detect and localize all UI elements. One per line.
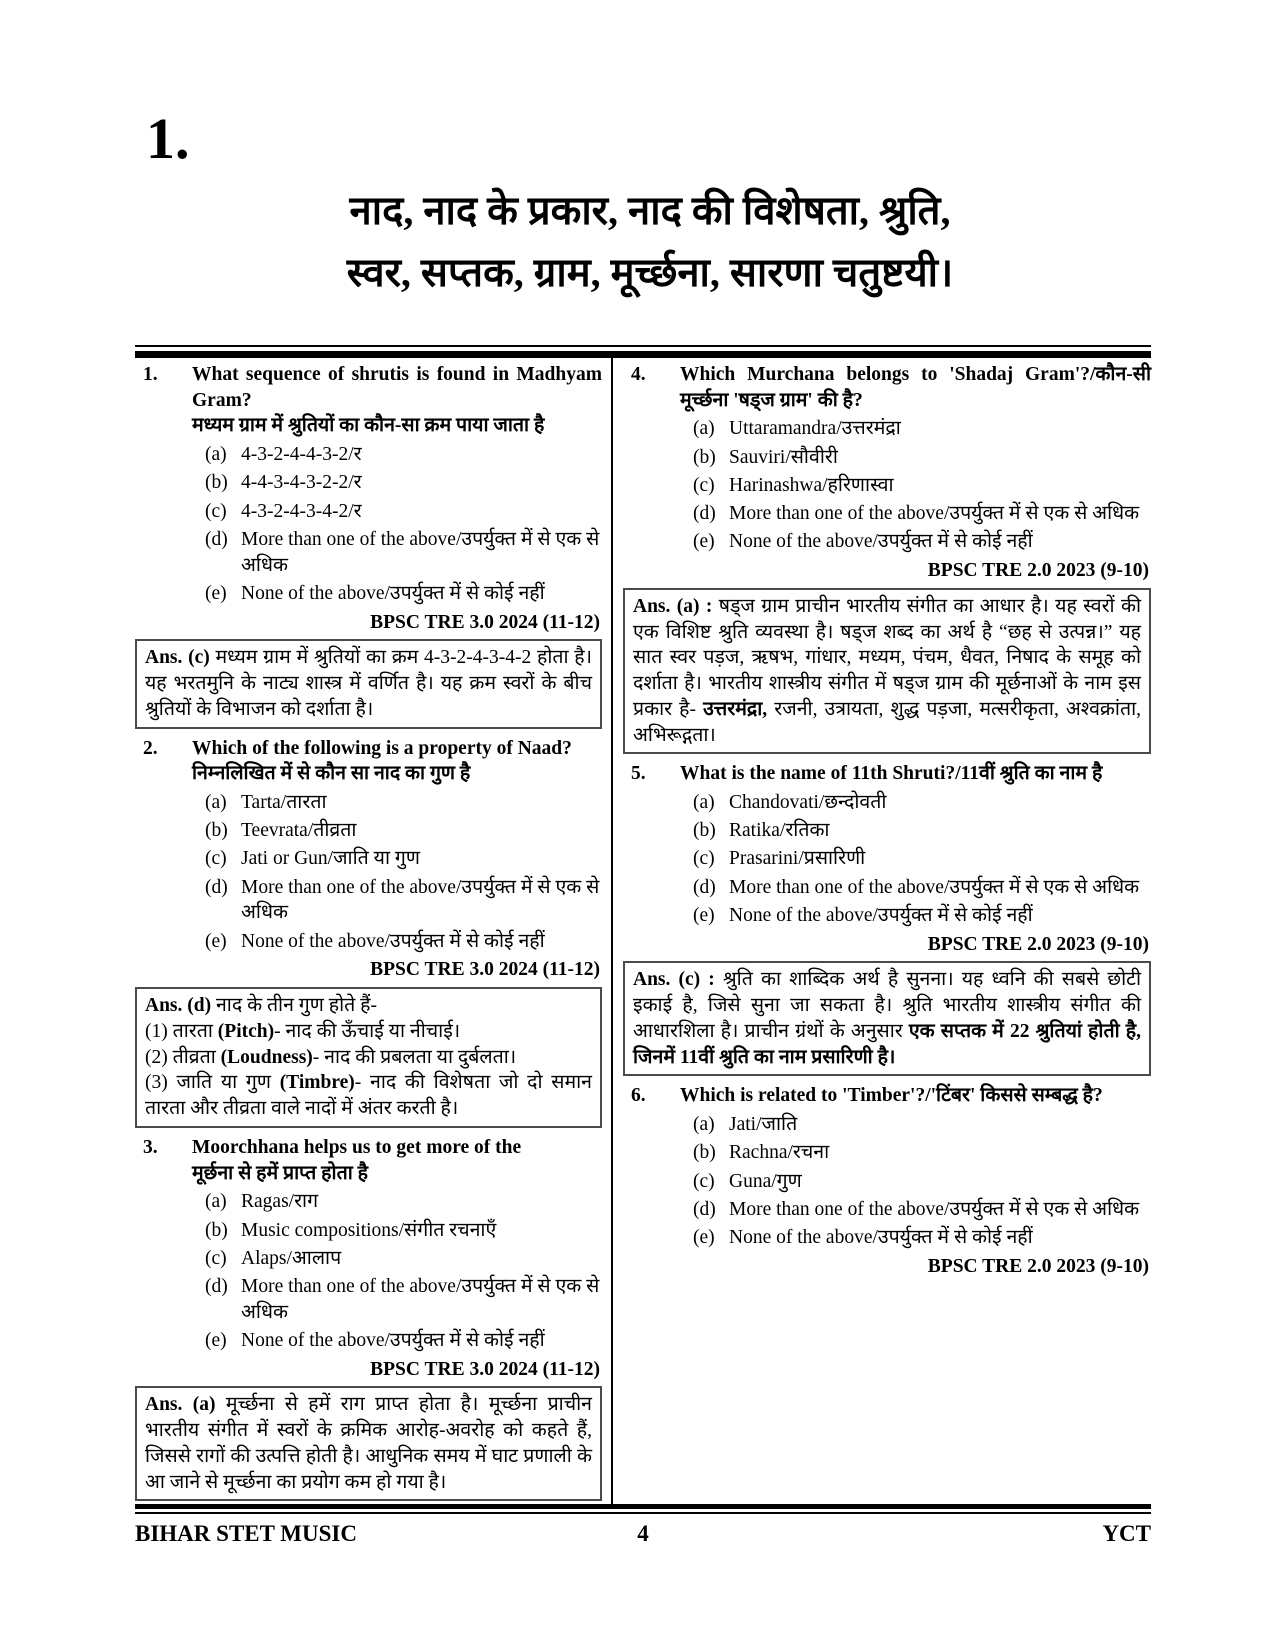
right-column <box>613 358 1151 1508</box>
options-list <box>135 1189 602 1353</box>
option-label: (e) <box>205 930 227 952</box>
question-number: 3. <box>143 1136 158 1158</box>
question-block <box>135 362 602 635</box>
exam-source-tag: BPSC TRE 2.0 2023 (9-10) <box>927 1255 1149 1277</box>
content-area <box>135 345 1151 1508</box>
exam-source-tag: BPSC TRE 3.0 2024 (11-12) <box>370 611 600 633</box>
option-row <box>693 818 1151 844</box>
option-text: More than one of the above/उपर्युक्त में से एक से अधिक <box>729 503 1140 525</box>
option-row <box>205 875 602 926</box>
option-row <box>693 846 1151 872</box>
option-row <box>205 846 602 872</box>
option-text: Harinashwa/हरिणास्वा <box>729 474 894 496</box>
option-text: None of the above/उपर्युक्त में से कोई नहीं <box>729 1227 1033 1249</box>
option-row <box>205 1328 602 1354</box>
option-label: (b) <box>205 1219 228 1241</box>
double-rule-bottom <box>135 1504 1151 1514</box>
exam-source-tag: BPSC TRE 3.0 2024 (11-12) <box>370 1358 600 1380</box>
question-heading <box>135 1135 602 1186</box>
answer-segment: - नाद की प्रबलता या दुर्बलता। <box>312 1046 517 1068</box>
option-label: (a) <box>693 418 715 440</box>
option-text: Rachna/रचना <box>729 1142 830 1164</box>
option-label: (d) <box>693 876 716 898</box>
option-label: (d) <box>205 876 228 898</box>
option-label: (b) <box>205 820 228 842</box>
option-label: (a) <box>205 792 227 814</box>
option-row <box>693 473 1151 499</box>
option-label: (e) <box>205 582 227 604</box>
chapter-title <box>170 180 1130 304</box>
answer-segment: षड्ज ग्राम प्राचीन भारतीय संगीत का आधार है। यह स्वरों की एक विशिष्ट श्रुति व्यवस्था है। षड्ज शब्द का अर्थ है “छह से उत्पन्न।” यह सात स्वर पड़ज, ऋषभ, गांधार, मध्यम, पंचम, धैवत, निषाद के समूह को दर्शाता है। भारतीय शास्त्रीय संगीत में षड्ज ग्राम की मूर्छनाओं के नाम इस प्रकार है- <box>633 595 1141 720</box>
question-block <box>623 1083 1151 1279</box>
question-text <box>192 362 602 439</box>
footer-page-number: 4 <box>637 1521 649 1546</box>
chapter-title-line-2: स्वर, सप्तक, ग्राम, मूर्च्छना, सारणा चतुष्टयी। <box>346 250 954 295</box>
answer-box <box>135 987 602 1128</box>
two-column-layout <box>135 358 1151 1508</box>
option-label: (a) <box>693 792 715 814</box>
option-row <box>693 1112 1151 1138</box>
answer-bold-segment: (Pitch) <box>217 1020 275 1042</box>
option-text: None of the above/उपर्युक्त में से कोई नहीं <box>241 1329 545 1351</box>
question-number: 2. <box>143 737 158 759</box>
option-row <box>693 1225 1151 1251</box>
option-row <box>693 1169 1151 1195</box>
question-heading <box>623 761 1151 787</box>
question-heading-line: Which of the following is a property of Naad? <box>192 737 572 759</box>
option-row <box>693 903 1151 929</box>
answer-segment: - नाद की ऊँचाई या नीचाई। <box>274 1020 461 1042</box>
question-heading-line: Moorchhana helps us to get more of the <box>192 1136 522 1158</box>
question-heading-line: निम्नलिखित में से कौन सा नाद का गुण है <box>192 763 471 785</box>
option-row <box>205 1246 602 1272</box>
question-heading <box>623 362 1151 413</box>
answer-box <box>135 1386 602 1501</box>
option-row <box>205 442 602 468</box>
option-text: None of the above/उपर्युक्त में से कोई नहीं <box>241 930 545 952</box>
option-row <box>205 790 602 816</box>
answer-segment: मध्यम ग्राम में श्रुतियों का क्रम 4-3-2-4-3-4-2 होता है। यह भरतमुनि के नाट्य शास्त्र में वर्णित है। यह क्रम स्वरों के बीच श्रुतियों के विभाजन को दर्शाता है। <box>145 647 592 720</box>
question-heading-line: मध्यम ग्राम में श्रुतियों का कौन-सा क्रम पाया जाता है <box>192 415 545 437</box>
option-text: Teevrata/तीव्रता <box>241 820 357 842</box>
footer-book-title: BIHAR STET MUSIC <box>135 1521 357 1546</box>
question-block <box>623 761 1151 957</box>
options-list <box>135 442 602 606</box>
option-label: (c) <box>205 1247 227 1269</box>
exam-source-tag: BPSC TRE 2.0 2023 (9-10) <box>927 560 1149 582</box>
option-text: Jati or Gun/जाति या गुण <box>241 848 420 870</box>
question-heading-line: Which Murchana belongs to 'Shadaj Gram'?/कौन-सी मूर्च्छना 'षड्ज ग्राम' की है? <box>680 364 1151 411</box>
option-text: Ragas/राग <box>241 1191 319 1213</box>
footer-publisher: YCT <box>1102 1521 1151 1546</box>
option-label: (a) <box>205 444 227 466</box>
exam-source-tag: BPSC TRE 3.0 2024 (11-12) <box>370 959 600 981</box>
option-label: (e) <box>693 531 715 553</box>
question-number: 5. <box>631 763 646 785</box>
option-text: 4-4-3-4-3-2-2/र <box>241 472 362 494</box>
answer-bold-segment: Ans. (a) : <box>633 595 713 617</box>
option-row <box>205 1189 602 1215</box>
option-row <box>693 501 1151 527</box>
option-label: (e) <box>693 904 715 926</box>
answer-bold-segment: (Timbre) <box>279 1072 355 1094</box>
question-text <box>680 362 1151 413</box>
option-row <box>205 1218 602 1244</box>
option-label: (c) <box>693 1170 715 1192</box>
option-text: None of the above/उपर्युक्त में से कोई नहीं <box>729 531 1033 553</box>
option-row <box>693 790 1151 816</box>
option-label: (c) <box>693 474 715 496</box>
option-row <box>205 581 602 607</box>
option-label: (e) <box>693 1227 715 1249</box>
option-row <box>205 818 602 844</box>
option-text: 4-3-2-4-4-3-2/र <box>241 444 362 466</box>
options-list <box>623 416 1151 555</box>
question-heading-line: What sequence of shrutis is found in Madhyam Gram? <box>192 364 602 411</box>
option-row <box>205 929 602 955</box>
answer-segment: श्रुति का शाब्दिक अर्थ है सुनना। यह ध्वनि की सबसे छोटी इकाई है, जिसे सुना जा सकता है। श्रुति भारतीय शास्त्रीय संगीत की आधारशिला है। प्राचीन ग्रंथों के अनुसार <box>633 969 1142 1042</box>
question-text <box>680 1083 1151 1109</box>
question-number: 4. <box>631 364 646 385</box>
option-label: (a) <box>693 1114 715 1136</box>
option-text: Prasarini/प्रसारिणी <box>729 848 866 870</box>
option-row <box>205 527 602 578</box>
option-text: Uttaramandra/उत्तरमंद्रा <box>729 418 901 440</box>
question-text <box>192 736 602 787</box>
options-list <box>135 790 602 954</box>
question-block <box>135 1135 602 1383</box>
option-label: (d) <box>205 528 228 550</box>
question-heading-line: Which is related to 'Timber'?/'टिंबर' किससे सम्बद्ध है? <box>680 1085 1103 1107</box>
option-row <box>205 470 602 496</box>
option-row <box>693 875 1151 901</box>
option-text: More than one of the above/उपर्युक्त में से एक से अधिक <box>729 1198 1140 1220</box>
answer-bold-segment: Ans. (a) <box>145 1394 216 1416</box>
option-label: (b) <box>205 472 228 494</box>
option-text: None of the above/उपर्युक्त में से कोई नहीं <box>241 582 545 604</box>
question-number: 6. <box>631 1085 646 1107</box>
question-heading-line: मूर्छना से हमें प्राप्त होता है <box>192 1162 368 1184</box>
answer-segment: (2) तीव्रता <box>145 1046 221 1068</box>
option-label: (a) <box>205 1191 227 1213</box>
answer-segment: (1) तारता <box>145 1020 218 1042</box>
option-row <box>693 1140 1151 1166</box>
answer-segment: रजनी, उत्रायता, शुद्ध पड़जा, मत्सरीकृता, अश्वक्रांता, अभिरूद्गता। <box>633 698 1141 746</box>
question-text <box>680 761 1151 787</box>
option-text: Alaps/आलाप <box>241 1247 342 1269</box>
question-block <box>135 736 602 984</box>
option-text: Tarta/तारता <box>241 792 327 814</box>
answer-segment: (3) जाति या गुण <box>145 1072 280 1094</box>
option-label: (c) <box>693 848 715 870</box>
answer-bold-segment: Ans. (c) <box>145 647 210 669</box>
options-list <box>623 790 1151 929</box>
answer-segment: नाद के तीन गुण होते हैं- <box>211 995 377 1017</box>
option-label: (d) <box>205 1276 228 1297</box>
exam-source-tag: BPSC TRE 2.0 2023 (9-10) <box>927 933 1149 955</box>
question-heading <box>135 736 602 787</box>
option-label: (b) <box>693 1142 716 1164</box>
option-text: Ratika/रतिका <box>729 820 830 842</box>
option-row <box>693 416 1151 442</box>
question-heading <box>135 362 602 439</box>
question-number: 1. <box>143 364 158 385</box>
answer-box <box>623 588 1151 754</box>
option-label: (b) <box>693 820 716 842</box>
option-row <box>693 529 1151 555</box>
chapter-title-line-1: नाद, नाद के प्रकार, नाद की विशेषता, श्रुति, <box>349 188 951 233</box>
option-label: (d) <box>693 503 716 525</box>
answer-box <box>623 961 1151 1076</box>
question-heading <box>623 1083 1151 1109</box>
double-rule-top <box>135 345 1151 358</box>
option-text: More than one of the above/उपर्युक्त में से एक से अधिक <box>241 528 600 576</box>
answer-bold-segment: उत्तरमंद्रा, <box>703 698 768 720</box>
option-label: (d) <box>693 1198 716 1220</box>
options-list <box>623 1112 1151 1251</box>
option-text: Chandovati/छन्दोवती <box>729 792 887 814</box>
option-row <box>693 445 1151 471</box>
option-label: (c) <box>205 500 227 522</box>
question-text <box>192 1135 602 1186</box>
option-text: Jati/जाति <box>729 1114 798 1136</box>
option-label: (e) <box>205 1329 227 1351</box>
option-text: More than one of the above/उपर्युक्त में से एक से अधिक <box>241 1276 600 1323</box>
answer-segment: मूर्च्छना से हमें राग प्राप्त होता है। मूर्च्छना प्राचीन भारतीय संगीत में स्वरों के क्रमिक आरोह-अवरोह को कहते हैं, जिससे रागों की उत्पत्ति होती है। आधुनिक समय में घाट प्रणाली के आ जाने से मूर्च्छना का प्रयोग कम हो गया है। <box>145 1394 592 1493</box>
answer-box <box>135 639 602 728</box>
option-label: (b) <box>693 446 716 468</box>
question-heading-line: What is the name of 11th Shruti?/11वीं श्रुति का नाम है <box>680 763 1103 785</box>
option-text: None of the above/उपर्युक्त में से कोई नहीं <box>729 904 1033 926</box>
option-text: Sauviri/सौवीरी <box>729 446 838 468</box>
left-column <box>135 358 613 1508</box>
option-text: Guna/गुण <box>729 1170 802 1192</box>
option-label: (c) <box>205 848 227 870</box>
option-text: Music compositions/संगीत रचनाएँ <box>241 1219 497 1241</box>
option-row <box>693 1197 1151 1223</box>
question-block <box>623 362 1151 584</box>
option-row <box>205 499 602 525</box>
option-text: 4-3-2-4-3-4-2/र <box>241 500 362 522</box>
option-row <box>205 1274 602 1325</box>
answer-bold-segment: एक सप्तक में 22 श्रुतियां होती है, जिनमें 11वीं श्रुति का नाम प्रसारिणी है। <box>633 1020 1141 1068</box>
answer-segment: - नाद की विशेषता जो दो समान तारता और तीव्रता वाले नादों में अंतर करती है। <box>145 1072 592 1120</box>
answer-bold-segment: Ans. (d) <box>145 995 212 1017</box>
option-text: More than one of the above/उपर्युक्त में से एक से अधिक <box>241 876 600 924</box>
chapter-number: 1. <box>146 106 190 171</box>
answer-bold-segment: (Loudness) <box>220 1046 313 1068</box>
page-footer <box>135 1504 1151 1547</box>
option-text: More than one of the above/उपर्युक्त में से एक से अधिक <box>729 876 1140 898</box>
answer-bold-segment: Ans. (c) : <box>633 969 715 991</box>
